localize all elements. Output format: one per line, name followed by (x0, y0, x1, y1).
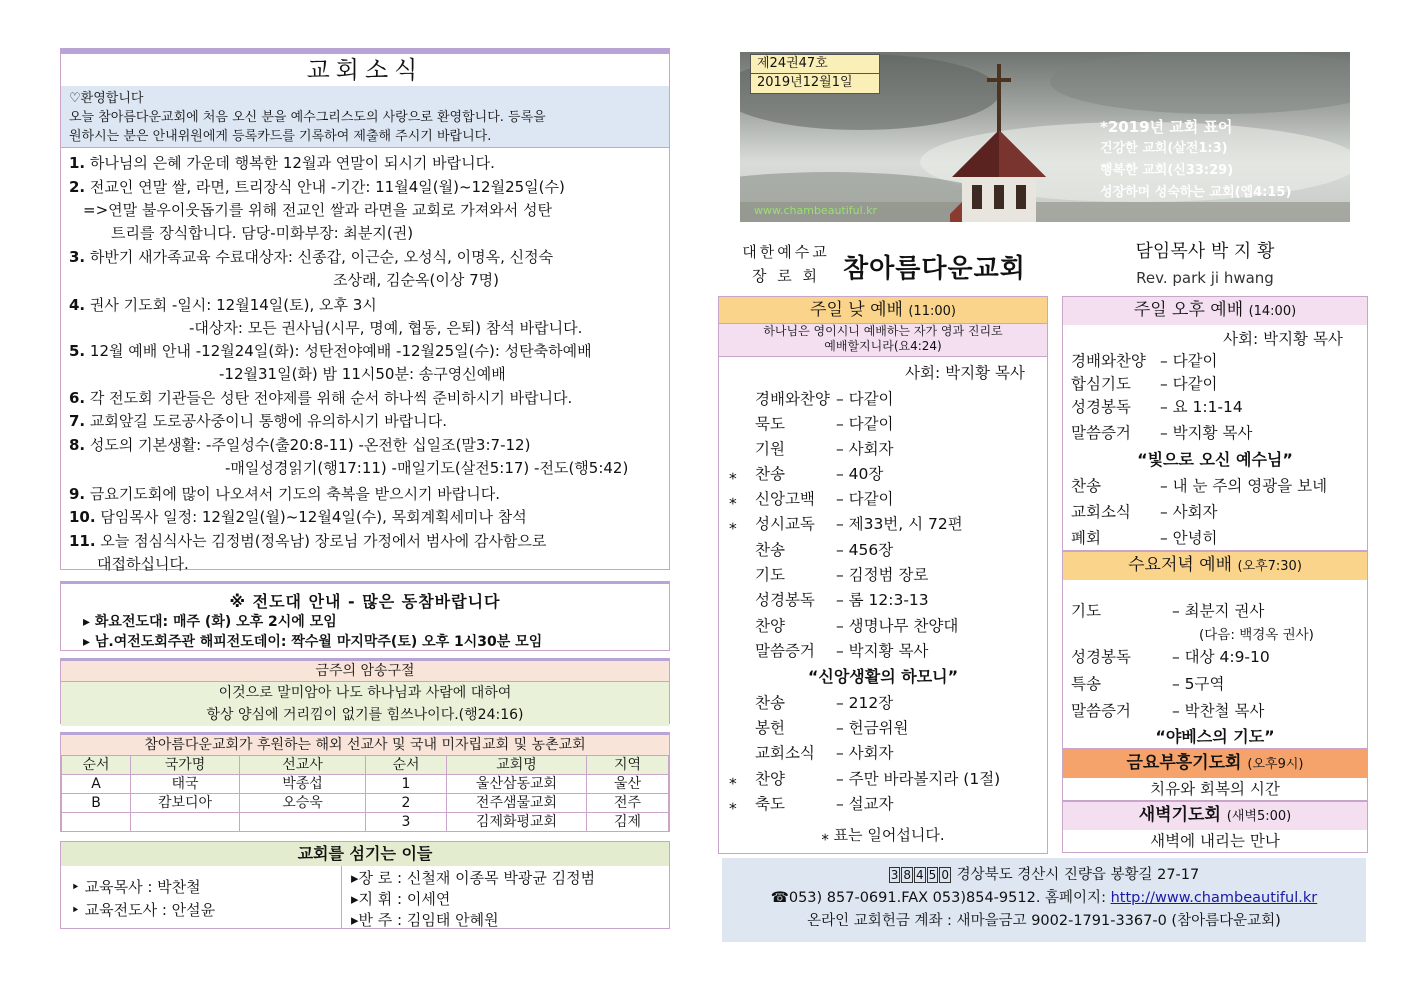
order-item: 교회소식 – 사회자 (1071, 503, 1218, 521)
order-item: 성경봉독 – 요 1:1-14 (1071, 398, 1243, 416)
sunday-morning-title (719, 297, 1047, 323)
memory-verse-heading: 금주의 암송구절 (61, 661, 669, 682)
table-cell: 2 (366, 794, 447, 813)
sunday-morning-service (718, 296, 1048, 854)
presider: 사회: 박지황 목사 (1223, 330, 1343, 348)
column-header: 지역 (587, 756, 669, 775)
issue-date: 2019년12월1일 (751, 73, 879, 92)
friday-title (1063, 750, 1367, 778)
order-item: 말씀증거 – 박찬철 목사 (1071, 702, 1265, 720)
zip-digit: 4 (916, 868, 924, 882)
sermon-title: “신앙생활의 하모니” (807, 667, 959, 686)
wednesday-service (1062, 551, 1368, 749)
missionary-panel (60, 732, 670, 832)
church-footer (722, 858, 1366, 942)
service-title: 주일 오후 예배 (1133, 300, 1244, 320)
order-item: 기도 – 최분지 권사 (1071, 602, 1265, 620)
servant-entry: ‣ 교육전도사 : 안설윤 (71, 901, 216, 919)
issue-box (750, 54, 880, 94)
quote-line: 하나님은 영이시니 예배하는 자가 영과 진리로 (763, 324, 1003, 338)
order-item: 찬송 – 내 눈 주의 영광을 보네 (1071, 477, 1328, 495)
zip-digit: 8 (903, 868, 912, 882)
order-item: ⁎ 성시교독 – 제33번, 시 72편 (729, 515, 963, 533)
welcome-text: 원하시는 분은 안내위원에게 등록카드를 기록하여 제출해 주시기 바랍니다. (69, 129, 492, 144)
church-motto (1100, 116, 1291, 204)
dawn-prayer-meeting (1062, 801, 1368, 853)
table-cell: 3 (366, 813, 447, 832)
news-item: 7. 교회앞길 도로공사중이니 통행에 유의하시기 바랍니다. (69, 412, 448, 430)
website-text: www.chambeautiful.kr (754, 204, 878, 217)
servants-heading: 교회를 섬기는 이들 (61, 842, 669, 866)
news-subtext: 조상래, 김순옥(이상 7명) (333, 271, 499, 289)
table-header-row (62, 756, 669, 775)
service-title: 수요저녁 예배 (1128, 555, 1233, 575)
issue-volume: 제24권47호 (757, 56, 828, 71)
missionary-heading: 참아름다운교회가 후원하는 해외 선교사 및 국내 미자립교회 및 농촌교회 (61, 735, 669, 756)
church-news-panel (60, 48, 670, 573)
address-line (722, 864, 1366, 887)
wednesday-title (1063, 552, 1367, 580)
denomination-line: 장 로 회 (751, 267, 820, 285)
news-item: 11. 오늘 점심식사는 김정범(정옥남) 장로님 가정에서 범사에 감사함으로 (69, 532, 547, 550)
order-item: ⁎ 신앙고백 – 다같이 (729, 490, 894, 508)
zip-digit: 0 (941, 868, 949, 882)
table-cell: 오승욱 (240, 794, 366, 813)
sunday-afternoon-service (1062, 296, 1368, 551)
address: 경상북도 경산시 진량읍 봉황길 27-17 (956, 867, 1200, 883)
account-line: 온라인 교회헌금 계좌 : 새마을금고 9002-1791-3367-0 (참아름다운교회) (807, 913, 1281, 929)
news-item: 8. 성도의 기본생활: -주일성수(출20:8-11) -온전한 십일조(말3:7-12) (69, 436, 531, 454)
motto-line: 건강한 교회(살전1:3) (1100, 141, 1228, 156)
denomination (736, 240, 836, 288)
service-time: (오후9시) (1247, 757, 1304, 772)
service-title: 새벽기도회 (1138, 805, 1221, 825)
church-name: 참아름다운교회 (843, 254, 1026, 284)
order-item: 찬송 – 212장 (755, 694, 894, 712)
sermon-title: “야베스의 기도” (1155, 727, 1275, 746)
table-row (62, 813, 669, 832)
sunday-afternoon-title (1063, 297, 1367, 325)
table-cell: 전주샘물교회 (447, 794, 587, 813)
order-item: ⁎ 축도 – 설교자 (729, 795, 894, 813)
order-item: 합심기도 – 다같이 (1071, 375, 1218, 393)
column-header: 순서 (366, 756, 447, 775)
news-subtext: 트리를 장식합니다. 담당-미화부장: 최분지(권) (111, 224, 414, 242)
servant-entry: ▸장 로 : 신철재 이종목 박광균 김정범 (351, 869, 596, 887)
order-item: 기원 – 사회자 (755, 440, 894, 458)
order-item: 경배와찬양 – 다같이 (1071, 352, 1218, 370)
evangelism-item: ▸ 남.여전도회주관 해피전도데이: 짝수월 마지막주(토) 오후 1시30분 모임 (83, 634, 543, 650)
news-subtext: -대상자: 모든 권사님(시무, 명예, 협동, 은퇴) 참석 바랍니다. (189, 319, 583, 337)
memory-verse-line: 항상 양심에 거리낌이 없기를 힘쓰나이다.(행24:16) (206, 707, 524, 723)
motto-line: 성장하며 성숙하는 교회(엡4:15) (1100, 185, 1292, 200)
friday-prayer-meeting (1062, 749, 1368, 801)
order-item: 특송 – 5구역 (1071, 675, 1225, 693)
order-item: 교회소식 – 사회자 (755, 744, 894, 762)
service-time: (11:00) (908, 304, 956, 319)
news-subtext: 대접하십니다. (97, 555, 189, 573)
news-item: 6. 각 전도회 기관들은 성탄 전야제를 위해 순서 하나씩 준비하시기 바랍니다. (69, 389, 573, 407)
order-item: 경배와찬양 – 다같이 (755, 390, 894, 408)
table-cell: 박종섭 (240, 775, 366, 794)
contact-line (722, 887, 1366, 910)
news-subtext: -매일성경읽기(행17:11) -매일기도(살전5:17) -전도(행5:42) (225, 459, 629, 477)
servant-entry: ▸지 휘 : 이세연 (351, 890, 451, 908)
news-item: 9. 금요기도회에 많이 나오셔서 기도의 축복을 받으시기 바랍니다. (69, 485, 501, 503)
news-item: 2. 전교인 연말 쌀, 라면, 트리장식 안내 -기간: 11월4일(월)~12월25일(수) (69, 178, 565, 196)
phone-fax: ☎053) 857-0691.FAX 053)854-9512. 홈페이지: (770, 890, 1111, 906)
table-cell: 김제화평교회 (447, 813, 587, 832)
order-item: 성경봉독 – 대상 4:9-10 (1071, 648, 1270, 666)
column-header: 국가명 (131, 756, 240, 775)
table-cell: B (62, 794, 131, 813)
welcome-box (61, 86, 669, 148)
missionary-table (61, 755, 669, 832)
order-item: ⁎ 찬양 – 주만 바라볼지라 (1절) (729, 770, 1001, 788)
order-item: 말씀증거 – 박지황 목사 (1071, 424, 1253, 442)
service-quote (719, 323, 1047, 357)
news-item: 10. 담임목사 일정: 12월2일(월)~12월4일(수), 목회계획세미나 참석 (69, 508, 527, 526)
news-item: 1. 하나님의 은혜 가운데 행복한 12월과 연말이 되시기 바랍니다. (69, 154, 495, 172)
quote-line: 예배할지니라(요4:24) (824, 339, 942, 353)
evangelism-panel (60, 581, 670, 651)
friday-description: 치유와 회복의 시간 (1150, 780, 1280, 798)
memory-verse-line: 이것으로 말미암아 나도 하나님과 사람에 대하여 (218, 685, 512, 701)
next-prayer: (다음: 백경옥 권사) (1199, 627, 1314, 643)
sermon-title: “빛으로 오신 예수님” (1137, 450, 1293, 469)
service-time: (새벽5:00) (1226, 809, 1292, 824)
memory-verse-panel (60, 658, 670, 724)
table-cell: 태국 (131, 775, 240, 794)
news-item: 3. 하반기 새가족교육 수료대상자: 신종갑, 이근순, 오성식, 이명옥, 신정숙 (69, 248, 554, 266)
zip-digit: 5 (928, 868, 937, 882)
table-cell: 울산 (587, 775, 669, 794)
service-title: 주일 낮 예배 (810, 300, 903, 320)
table-cell: 1 (366, 775, 447, 794)
motto-title: *2019년 교회 표어 (1100, 118, 1233, 136)
table-cell (131, 813, 240, 832)
standing-note: ⁎ 표는 일어섭니다. (821, 826, 945, 844)
dawn-title (1063, 802, 1367, 830)
motto-line: 행복한 교회(신33:29) (1100, 163, 1234, 178)
news-item: 4. 권사 기도회 -일시: 12월14일(토), 오후 3시 (69, 296, 377, 314)
order-item: 폐회 – 안녕히 (1071, 529, 1218, 547)
table-cell: 울산삼동교회 (447, 775, 587, 794)
news-subtext: -12월31일(화) 밤 11시50분: 송구영신예배 (219, 365, 506, 383)
order-item: 봉헌 – 헌금위원 (755, 719, 909, 737)
service-time: (오후7:30) (1237, 559, 1302, 574)
servant-entry: ▸반 주 : 김임태 안혜원 (351, 911, 499, 929)
table-cell: 캄보디아 (131, 794, 240, 813)
column-header: 교회명 (447, 756, 587, 775)
order-item: 찬송 – 456장 (755, 541, 894, 559)
presider: 사회: 박지황 목사 (905, 364, 1025, 382)
order-item: 기도 – 김정범 장로 (755, 566, 929, 584)
service-time: (14:00) (1248, 304, 1297, 319)
order-item: 성경봉독 – 롬 12:3-13 (755, 591, 929, 609)
table-row (62, 775, 669, 794)
order-item: 묵도 – 다같이 (755, 415, 894, 433)
welcome-text: 오늘 참아름다운교회에 처음 오신 분을 예수그리스도의 사랑으로 환영합니다. 등록을 (69, 110, 546, 125)
table-cell: 전주 (587, 794, 669, 813)
dawn-description: 새벽에 내리는 만나 (1150, 832, 1280, 850)
news-item: 5. 12월 예배 안내 -12월24일(화): 성탄전야예배 -12월25일(수): 성탄축하예배 (69, 342, 592, 360)
evangelism-item: ▸ 화요전도대: 매주 (화) 오후 2시에 모임 (83, 614, 337, 630)
order-item: ⁎ 찬송 – 40장 (729, 465, 884, 483)
table-cell: 김제 (587, 813, 669, 832)
senior-pastor-english: Rev. park ji hwang (1136, 269, 1274, 287)
memory-verse-body (61, 682, 669, 726)
table-cell (62, 813, 131, 832)
servant-entry: ‣ 교육목사 : 박찬철 (71, 878, 201, 896)
senior-pastor: 담임목사 박 지 황 (1135, 241, 1275, 262)
column-header: 선교사 (240, 756, 366, 775)
zip-digit: 3 (890, 868, 899, 882)
order-item: 말씀증거 – 박지황 목사 (755, 642, 929, 660)
news-subtext: =>연말 불우이웃돕기를 위해 전교인 쌀과 라면을 교회로 가져와서 성탄 (83, 201, 553, 219)
table-cell: A (62, 775, 131, 794)
evangelism-title: ※ 전도대 안내 - 많은 동참바랍니다 (229, 592, 501, 611)
table-row (62, 794, 669, 813)
church-banner (740, 52, 1350, 222)
column-header: 순서 (62, 756, 131, 775)
service-title: 금요부흥기도회 (1126, 753, 1242, 773)
order-item: 찬양 – 생명나무 찬양대 (755, 617, 959, 635)
table-cell (240, 813, 366, 832)
servants-left (61, 866, 342, 929)
news-title: 교회소식 (61, 54, 669, 87)
homepage-link[interactable]: http://www.chambeautiful.kr (1110, 890, 1318, 906)
denomination-line: 대한예수교 (742, 243, 830, 261)
servants-panel (60, 841, 670, 929)
welcome-heading: ♡환영합니다 (69, 91, 144, 106)
